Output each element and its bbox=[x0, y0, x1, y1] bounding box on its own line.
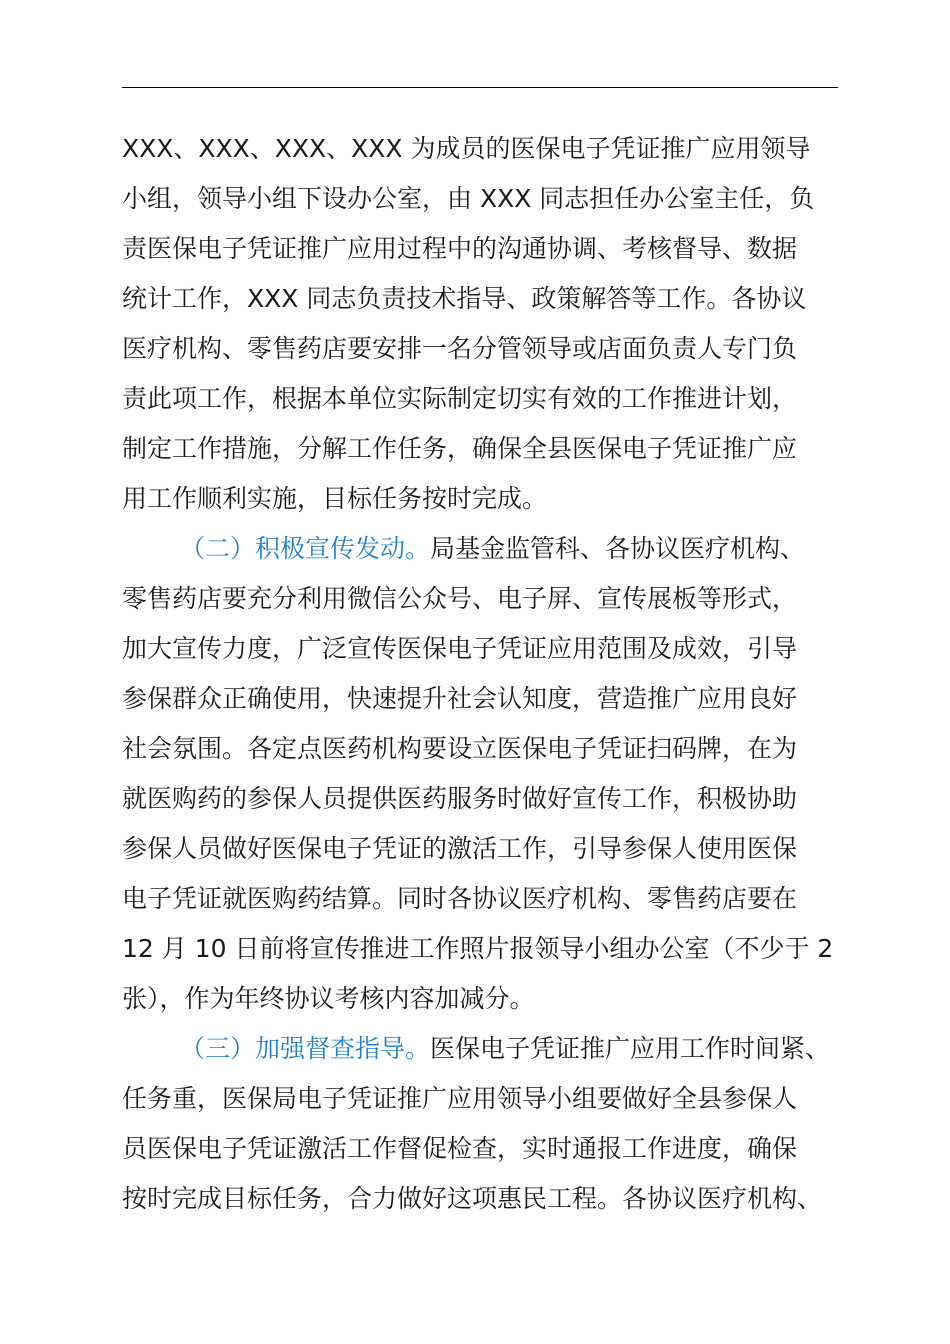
body-line: XXX、XXX、XXX、XXX 为成员的医保电子凭证推广应用领导 bbox=[122, 134, 811, 163]
body-line: 按时完成目标任务，合力做好这项惠民工程。各协议医疗机构、 bbox=[122, 1184, 823, 1213]
section-2-lead-text: 局基金监管科、各协议医疗机构、 bbox=[430, 534, 806, 563]
document-body bbox=[122, 124, 842, 1224]
section-2-first-line bbox=[122, 524, 842, 574]
body-line: 张），作为年终协议考核内容加减分。 bbox=[122, 984, 535, 1013]
header-rule bbox=[122, 87, 838, 88]
body-line: 电子凭证就医购药结算。同时各协议医疗机构、零售药店要在 bbox=[122, 884, 798, 913]
body-line: 责此项工作，根据本单位实际制定切实有效的工作推进计划， bbox=[122, 384, 798, 413]
body-line: 责医保电子凭证推广应用过程中的沟通协调、考核督导、数据 bbox=[122, 234, 798, 263]
body-line: 统计工作，XXX 同志负责技术指导、政策解答等工作。各协议 bbox=[122, 284, 807, 313]
section-3-heading: （三）加强督查指导。 bbox=[180, 1034, 431, 1063]
body-line: 用工作顺利实施，目标任务按时完成。 bbox=[122, 484, 548, 513]
body-line: 医疗机构、零售药店要安排一名分管领导或店面负责人专门负 bbox=[122, 334, 798, 363]
body-line: 加大宣传力度，广泛宣传医保电子凭证应用范围及成效，引导 bbox=[122, 634, 798, 663]
body-line: 参保人员做好医保电子凭证的激活工作，引导参保人使用医保 bbox=[122, 834, 798, 863]
section-3-lead-text: 医保电子凭证推广应用工作时间紧、 bbox=[430, 1034, 831, 1063]
body-line: 参保群众正确使用，快速提升社会认知度，营造推广应用良好 bbox=[122, 684, 798, 713]
body-line: 就医购药的参保人员提供医药服务时做好宣传工作，积极协助 bbox=[122, 784, 798, 813]
body-line: 员医保电子凭证激活工作督促检查，实时通报工作进度，确保 bbox=[122, 1134, 798, 1163]
body-line: 12 月 10 日前将宣传推进工作照片报领导小组办公室（不少于 2 bbox=[122, 934, 834, 963]
body-line: 小组，领导小组下设办公室，由 XXX 同志担任办公室主任，负 bbox=[122, 184, 815, 213]
body-line: 任务重，医保局电子凭证推广应用领导小组要做好全县参保人 bbox=[122, 1084, 798, 1113]
section-2-heading: （二）积极宣传发动。 bbox=[180, 534, 431, 563]
body-line: 制定工作措施，分解工作任务，确保全县医保电子凭证推广应 bbox=[122, 434, 798, 463]
body-line: 社会氛围。各定点医药机构要设立医保电子凭证扫码牌，在为 bbox=[122, 734, 798, 763]
body-line: 零售药店要充分利用微信公众号、电子屏、宣传展板等形式， bbox=[122, 584, 798, 613]
section-3-first-line bbox=[122, 1024, 842, 1074]
